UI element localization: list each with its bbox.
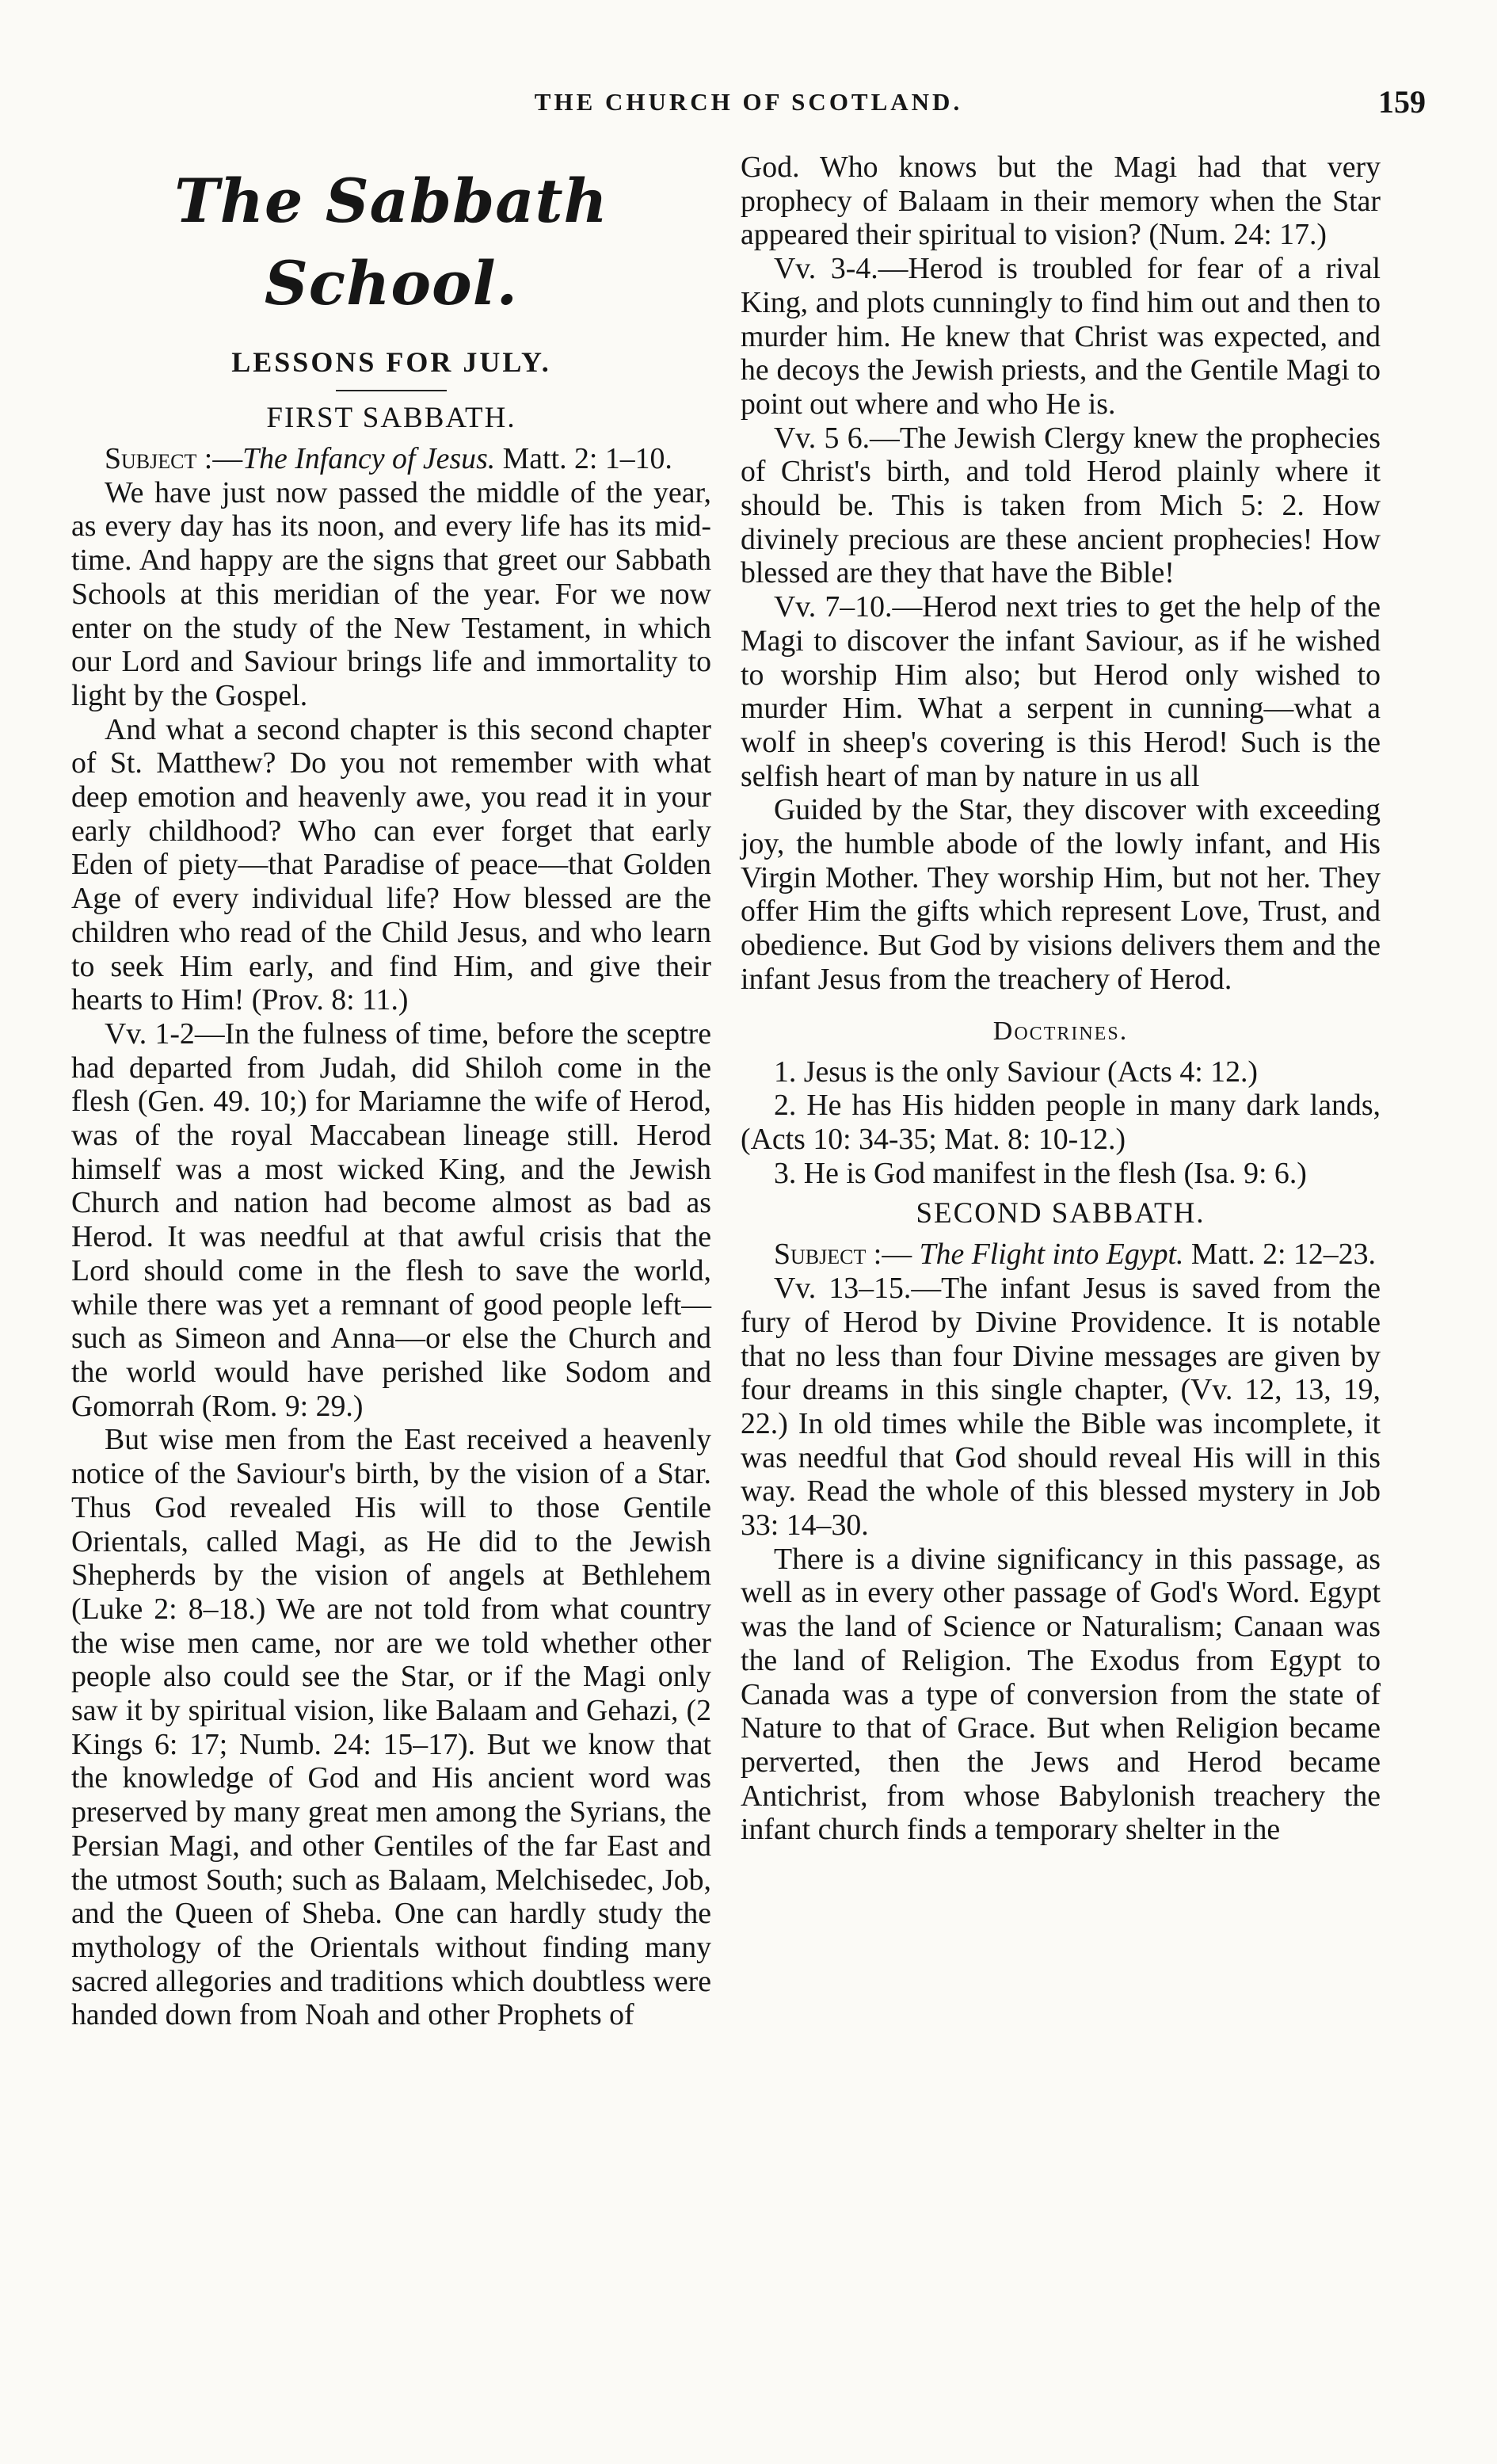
left-column (71, 151, 711, 2032)
paragraph: Vv. 7–10.—Herod next tries to get the help of the Magi to discover the infant Saviour, as if he wished to worship Him also; but Herod only wished to murder Him. What a serpent in cunning—what a wolf in sheep's covering is this Herod! Such is the selfish heart of man by nature in us all (741, 590, 1381, 793)
right-column (741, 151, 1381, 1847)
subject-label: Subject :— (105, 442, 243, 475)
second-sabbath-heading: SECOND SABBATH. (916, 1197, 1206, 1230)
paragraph: Vv. 1-2—In the fulness of time, before the sceptre had departed from Judah, did Shiloh come in the flesh (Gen. 49. 10;) for Mariamne the wife of Herod, was of the royal Maccabean lineage still. Herod himself was a most wicked King, and the Jewish Church and nation had become almost as bad as Herod. It was needful at that awful crisis that the Lord should come in the flesh to save the world, while there was yet a remnant of good people left—such as Simeon and Anna—or else the Church and the world would have perished like Sodom and Gomorrah (Rom. 9: 29.) (71, 1016, 711, 1423)
paragraph: But wise men from the East received a heavenly notice of the Saviour's birth, by the vision of a Star. Thus God revealed His will to those Gentile Orientals, called Magi, as He did to the Jewish Shepherds by the vision of angels at Bethlehem (Luke 2: 8–18.) We are not told from what country the wise men came, nor are we told whether other people also could see the Star, or if the Magi only saw it by spiritual vision, like Balaam and Gehazi, (2 Kings 6: 17; Numb. 24: 15–17). But we know that the knowledge of God and His ancient word was preserved by many great men among the Syrians, the Persian Magi, and other Gentiles of the far East and the utmost South; such as Balaam, Melchisedec, Job, and the Queen of Sheba. One can hardly study the mythology of the Orientals without finding many sacred allegories and traditions which doubtless were handed down from Noah and other Prophets of (71, 1423, 711, 2032)
page-number: 159 (1378, 84, 1426, 120)
subject-reference: Matt. 2: 1–10. (495, 442, 672, 475)
page-header (71, 83, 1426, 123)
lessons-heading: LESSONS FOR JULY. (231, 346, 551, 378)
running-title: THE CHURCH OF SCOTLAND. (534, 88, 963, 116)
subject-title: The Flight into Egypt. (912, 1238, 1184, 1272)
divider-rule (336, 390, 447, 391)
paragraph: Vv. 5 6.—The Jewish Clergy knew the prophecies of Christ's birth, and told Herod plainly where it should be. This is taken from Mich 5: 2. How divinely precious are these ancient prophecies! How blessed are they that have the Bible! (741, 421, 1381, 590)
second-subject-line (741, 1238, 1381, 1272)
first-sabbath-heading: FIRST SABBATH. (266, 402, 516, 434)
doctrine-item: 3. He is God manifest in the flesh (Isa. 9: 6.) (774, 1156, 1307, 1190)
subject-title: The Infancy of Jesus. (242, 442, 496, 475)
first-subject-line (71, 442, 711, 476)
paragraph: God. Who knows but the Magi had that very prophecy of Balaam in their memory when the Star appeared their spiritual to vision? (Num. 24: 17.) (741, 151, 1381, 252)
subject-label: Subject :— (774, 1238, 912, 1272)
paragraph: Guided by the Star, they discover with exceeding joy, the humble abode of the lowly infant, and His Virgin Mother. They worship Him, but not her. They offer Him the gifts which represent Love, Trust, and obedience. But God by visions delivers them and the infant Jesus from the treachery of Herod. (741, 793, 1381, 996)
paragraph: Vv. 3-4.—Herod is troubled for fear of a rival King, and plots cunningly to find him out and then to murder him. He knew that Christ was expected, and he decoys the Jewish priests, and the Gentile Magi to point out where and who He is. (741, 252, 1381, 421)
doctrine-item: 2. He has His hidden people in many dark lands, (Acts 10: 34-35; Mat. 8: 10-12.) (741, 1089, 1381, 1156)
paragraph: Vv. 13–15.—The infant Jesus is saved from the fury of Herod by Divine Providence. It is notable that no less than four Divine messages are given by four dreams in this single chapter, (Vv. 12, 13, 19, 22.) In old times while the Bible was incomplete, it was needful that God should reveal His will in this way. Read the whole of this blessed mystery in Job 33: 14–30. (741, 1272, 1381, 1543)
paragraph: There is a divine significancy in this passage, as well as in every other passage of God's Word. Egypt was the land of Science or Naturalism; Canaan was the land of Religion. The Exodus from Egypt to Canada was a type of conversion from the state of Nature to that of Grace. But when Religion became perverted, then the Jews and Herod became Antichrist, from whose Babylonish treachery the infant church finds a temporary shelter in the (741, 1542, 1381, 1847)
paragraph: We have just now passed the middle of the year, as every day has its noon, and every life has its mid-time. And happy are the signs that greet our Sabbath Schools at this meridian of the year. For we now enter on the study of the New Testament, in which our Lord and Saviour brings life and immortality to light by the Gospel. (71, 475, 711, 712)
doctrines-heading: Doctrines. (992, 1016, 1129, 1046)
paragraph: And what a second chapter is this second chapter of St. Matthew? Do you not remember with what deep emotion and heavenly awe, you read it in your early childhood? Who can ever forget that early Eden of piety—that Paradise of peace—that Golden Age of every individual life? How blessed are the children who read of the Child Jesus, and who learn to seek Him early, and find Him, and give their hearts to Him! (Prov. 8: 11.) (71, 712, 711, 1017)
doctrine-item: 1. Jesus is the only Saviour (Acts 4: 12.) (774, 1055, 1259, 1089)
masthead-title: The Sabbath School. (174, 166, 608, 318)
subject-reference: Matt. 2: 12–23. (1183, 1238, 1376, 1272)
